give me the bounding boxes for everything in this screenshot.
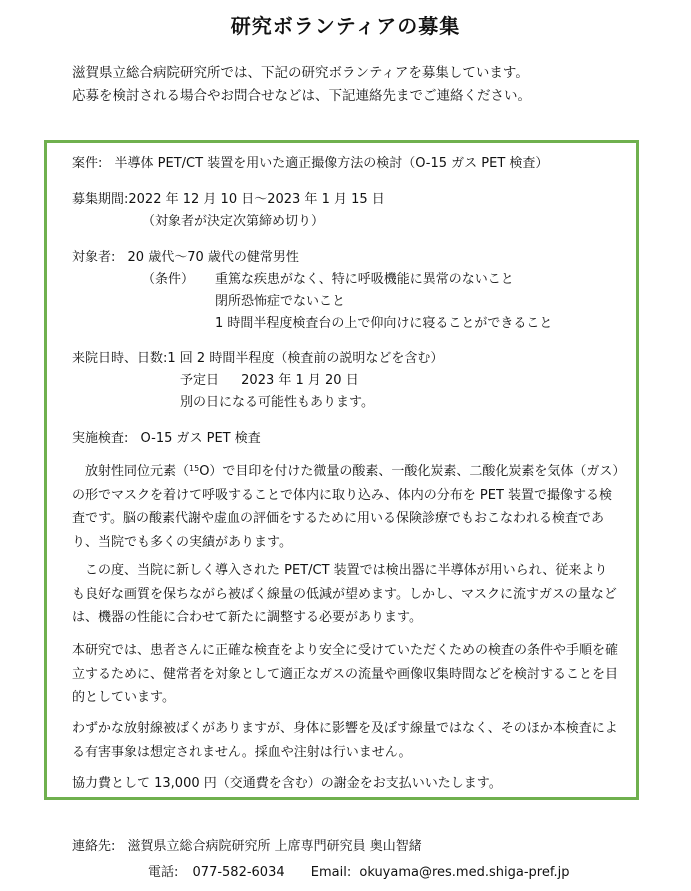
period-value: 2022 年 12 月 10 日～2023 年 1 月 15 日 bbox=[128, 192, 385, 207]
contact-details bbox=[148, 861, 569, 880]
intro-line-1: 滋賀県立総合病院研究所では、下記の研究ボランティアを募集しています。 bbox=[72, 65, 529, 81]
intro-line-2: 応募を検討される場合やお問合せなどは、下記連絡先までご連絡ください。 bbox=[72, 88, 531, 104]
target-row bbox=[72, 246, 299, 265]
contact-row bbox=[72, 835, 422, 854]
para1-text-b: O）で目印を付けた微量の酸素、一酸化炭素、二酸化炭素を気体（ガス）の形でマスクを着けて呼吸することで体内に取り込み、体内の分布を PET 装置で撮像する検査です。脳の酸素代謝や虚血の評価をするために用いる保険診療でもおこなわれる検査であり、当院でも多くの実績があります。 bbox=[72, 464, 619, 550]
period-label: 募集期間: bbox=[72, 192, 129, 207]
period-row bbox=[72, 188, 385, 207]
phone-number: 077-582-6034 bbox=[192, 865, 285, 880]
target-value: 20 歳代～70 歳代の健常男性 bbox=[127, 250, 299, 265]
paragraph-device: この度、当院に新しく導入された PET/CT 装置では検出器に半導体が用いられ、従来よりも良好な画質を保ちながら被ばく線量の低減が望めます。しかし、マスクに流すガスの量などは、機器の性能に合わせて新たに調整する必要があります。 bbox=[72, 563, 617, 625]
paragraph-purpose: 本研究では、患者さんに正確な検査をより安全に受けていただくための検査の条件や手順を確立するために、健常者を対象として適正なガスの流量や画像収集時間などを検討することを目的としています。 bbox=[72, 643, 619, 705]
contact-org: 滋賀県立総合病院研究所 上席専門研究員 奥山智緒 bbox=[127, 839, 422, 854]
target-label: 対象者: bbox=[72, 250, 116, 265]
case-label: 案件: bbox=[72, 156, 103, 171]
page-title: 研究ボランティアの募集 bbox=[230, 14, 461, 38]
visit-value: 1 回 2 時間半程度（検査前の説明などを含む） bbox=[167, 351, 444, 366]
schedule-date: 2023 年 1 月 20 日 bbox=[241, 373, 359, 388]
target-cond-label: （条件） bbox=[142, 272, 195, 287]
visit-schedule bbox=[180, 369, 359, 388]
period-note: （対象者が決定次第締め切り） bbox=[142, 214, 325, 229]
para1-text-a: 放射性同位元素（ bbox=[85, 464, 190, 479]
paragraph-method bbox=[72, 457, 620, 554]
case-row bbox=[72, 152, 548, 171]
target-condition-2: 閉所恐怖症でないこと bbox=[215, 294, 346, 309]
exam-row bbox=[72, 427, 261, 446]
schedule-label: 予定日 bbox=[180, 373, 220, 388]
target-condition-1: 重篤な疾患がなく、特に呼吸機能に異常のないこと bbox=[215, 272, 514, 287]
visit-note: 別の日になる可能性もあります。 bbox=[180, 395, 374, 410]
email-label: Email: bbox=[310, 865, 352, 880]
paragraph-risk: わずかな放射線被ばくがありますが、身体に影響を及ぼす線量ではなく、そのほか本検査による有害事象は想定されません。採血や注射は行いません。 bbox=[72, 721, 618, 760]
case-value: 半導体 PET/CT 装置を用いた適正撮像方法の検討（O-15 ガス PET 検査） bbox=[114, 156, 549, 171]
intro-text bbox=[72, 62, 531, 108]
exam-label: 実施検査: bbox=[72, 431, 129, 446]
email-address[interactable]: okuyama@res.med.shiga-pref.jp bbox=[359, 865, 570, 880]
exam-value: O-15 ガス PET 検査 bbox=[140, 431, 261, 446]
target-condition-3: 1 時間半程度検査台の上で仰向けに寝ることができること bbox=[215, 316, 553, 331]
visit-label: 来院日時、日数: bbox=[72, 351, 168, 366]
isotope-superscript: 15 bbox=[189, 464, 200, 473]
phone-label: 電話: bbox=[148, 865, 179, 880]
visit-row bbox=[72, 347, 443, 366]
fee-line: 協力費として 13,000 円（交通費を含む）の謝金をお支払いいたします。 bbox=[72, 776, 502, 791]
contact-label: 連絡先: bbox=[72, 839, 116, 854]
